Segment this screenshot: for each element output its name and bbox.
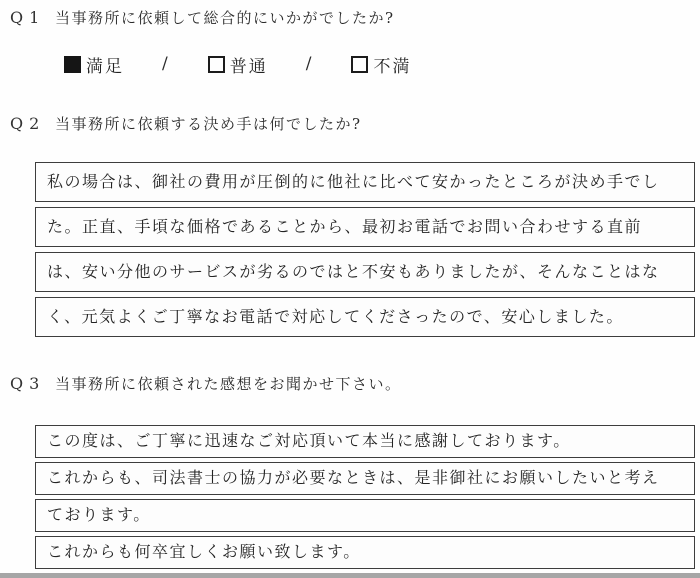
answer-line: た。正直、手頃な価格であることから、最初お電話でお問い合わせする直前 [47, 217, 643, 236]
answer-line: これからも、司法書士の協力が必要なときは、是非御社にお願いしたいと考え [47, 468, 660, 487]
q1-options-row [64, 52, 700, 76]
q3-number: Q3 [10, 374, 46, 393]
question-block-q3 [0, 374, 700, 569]
q1-heading [0, 8, 700, 28]
option-neutral [208, 52, 268, 77]
q3-question-text: 当事務所に依頼された感想をお聞かせ下さい。 [55, 375, 402, 393]
q3-heading [0, 374, 700, 394]
checkbox-filled-icon [64, 56, 81, 73]
checkbox-empty-icon [351, 56, 368, 73]
option-neutral-label: 普通 [229, 56, 268, 77]
q2-heading [0, 114, 700, 134]
slash-separator: / [162, 54, 170, 74]
answer-line: く、元気よくご丁寧なお電話で対応してくださったので、安心しました。 [47, 307, 624, 326]
q1-number: Q1 [10, 8, 46, 27]
answer-row [35, 462, 695, 495]
answer-line: この度は、ご丁寧に迅速なご対応頂いて本当に感謝しております。 [47, 431, 571, 450]
answer-line: これからも何卒宜しくお願い致します。 [47, 542, 361, 561]
answer-row [35, 162, 695, 202]
option-dissatisfied [351, 52, 411, 77]
q3-answer-table [35, 425, 695, 569]
question-block-q2 [0, 114, 700, 337]
answer-line: は、安い分他のサービスが劣るのではと不安もありましたが、そんなことはな [47, 262, 660, 281]
q2-number: Q2 [10, 114, 46, 133]
answer-row [35, 207, 695, 247]
q1-question-text: 当事務所に依頼して総合的にいかがでしたか? [55, 9, 395, 27]
option-dissatisfied-label: 不満 [373, 56, 412, 77]
slash-separator: / [305, 54, 314, 74]
q2-answer-table [35, 162, 695, 337]
answer-row [35, 499, 695, 532]
q2-question-text: 当事務所に依頼する決め手は何でしたか? [55, 115, 362, 133]
answer-row [35, 252, 695, 292]
scan-edge-artifact [0, 573, 700, 578]
answer-line: 私の場合は、御社の費用が圧倒的に他社に比べて安かったところが決め手でし [47, 172, 660, 191]
answer-line: ております。 [47, 505, 151, 524]
answer-row [35, 425, 695, 458]
option-satisfied-label: 満足 [86, 56, 124, 77]
answer-row [35, 536, 695, 569]
question-block-q1 [0, 0, 700, 76]
option-satisfied [64, 52, 124, 77]
answer-row [35, 297, 695, 337]
checkbox-empty-icon [208, 56, 225, 73]
